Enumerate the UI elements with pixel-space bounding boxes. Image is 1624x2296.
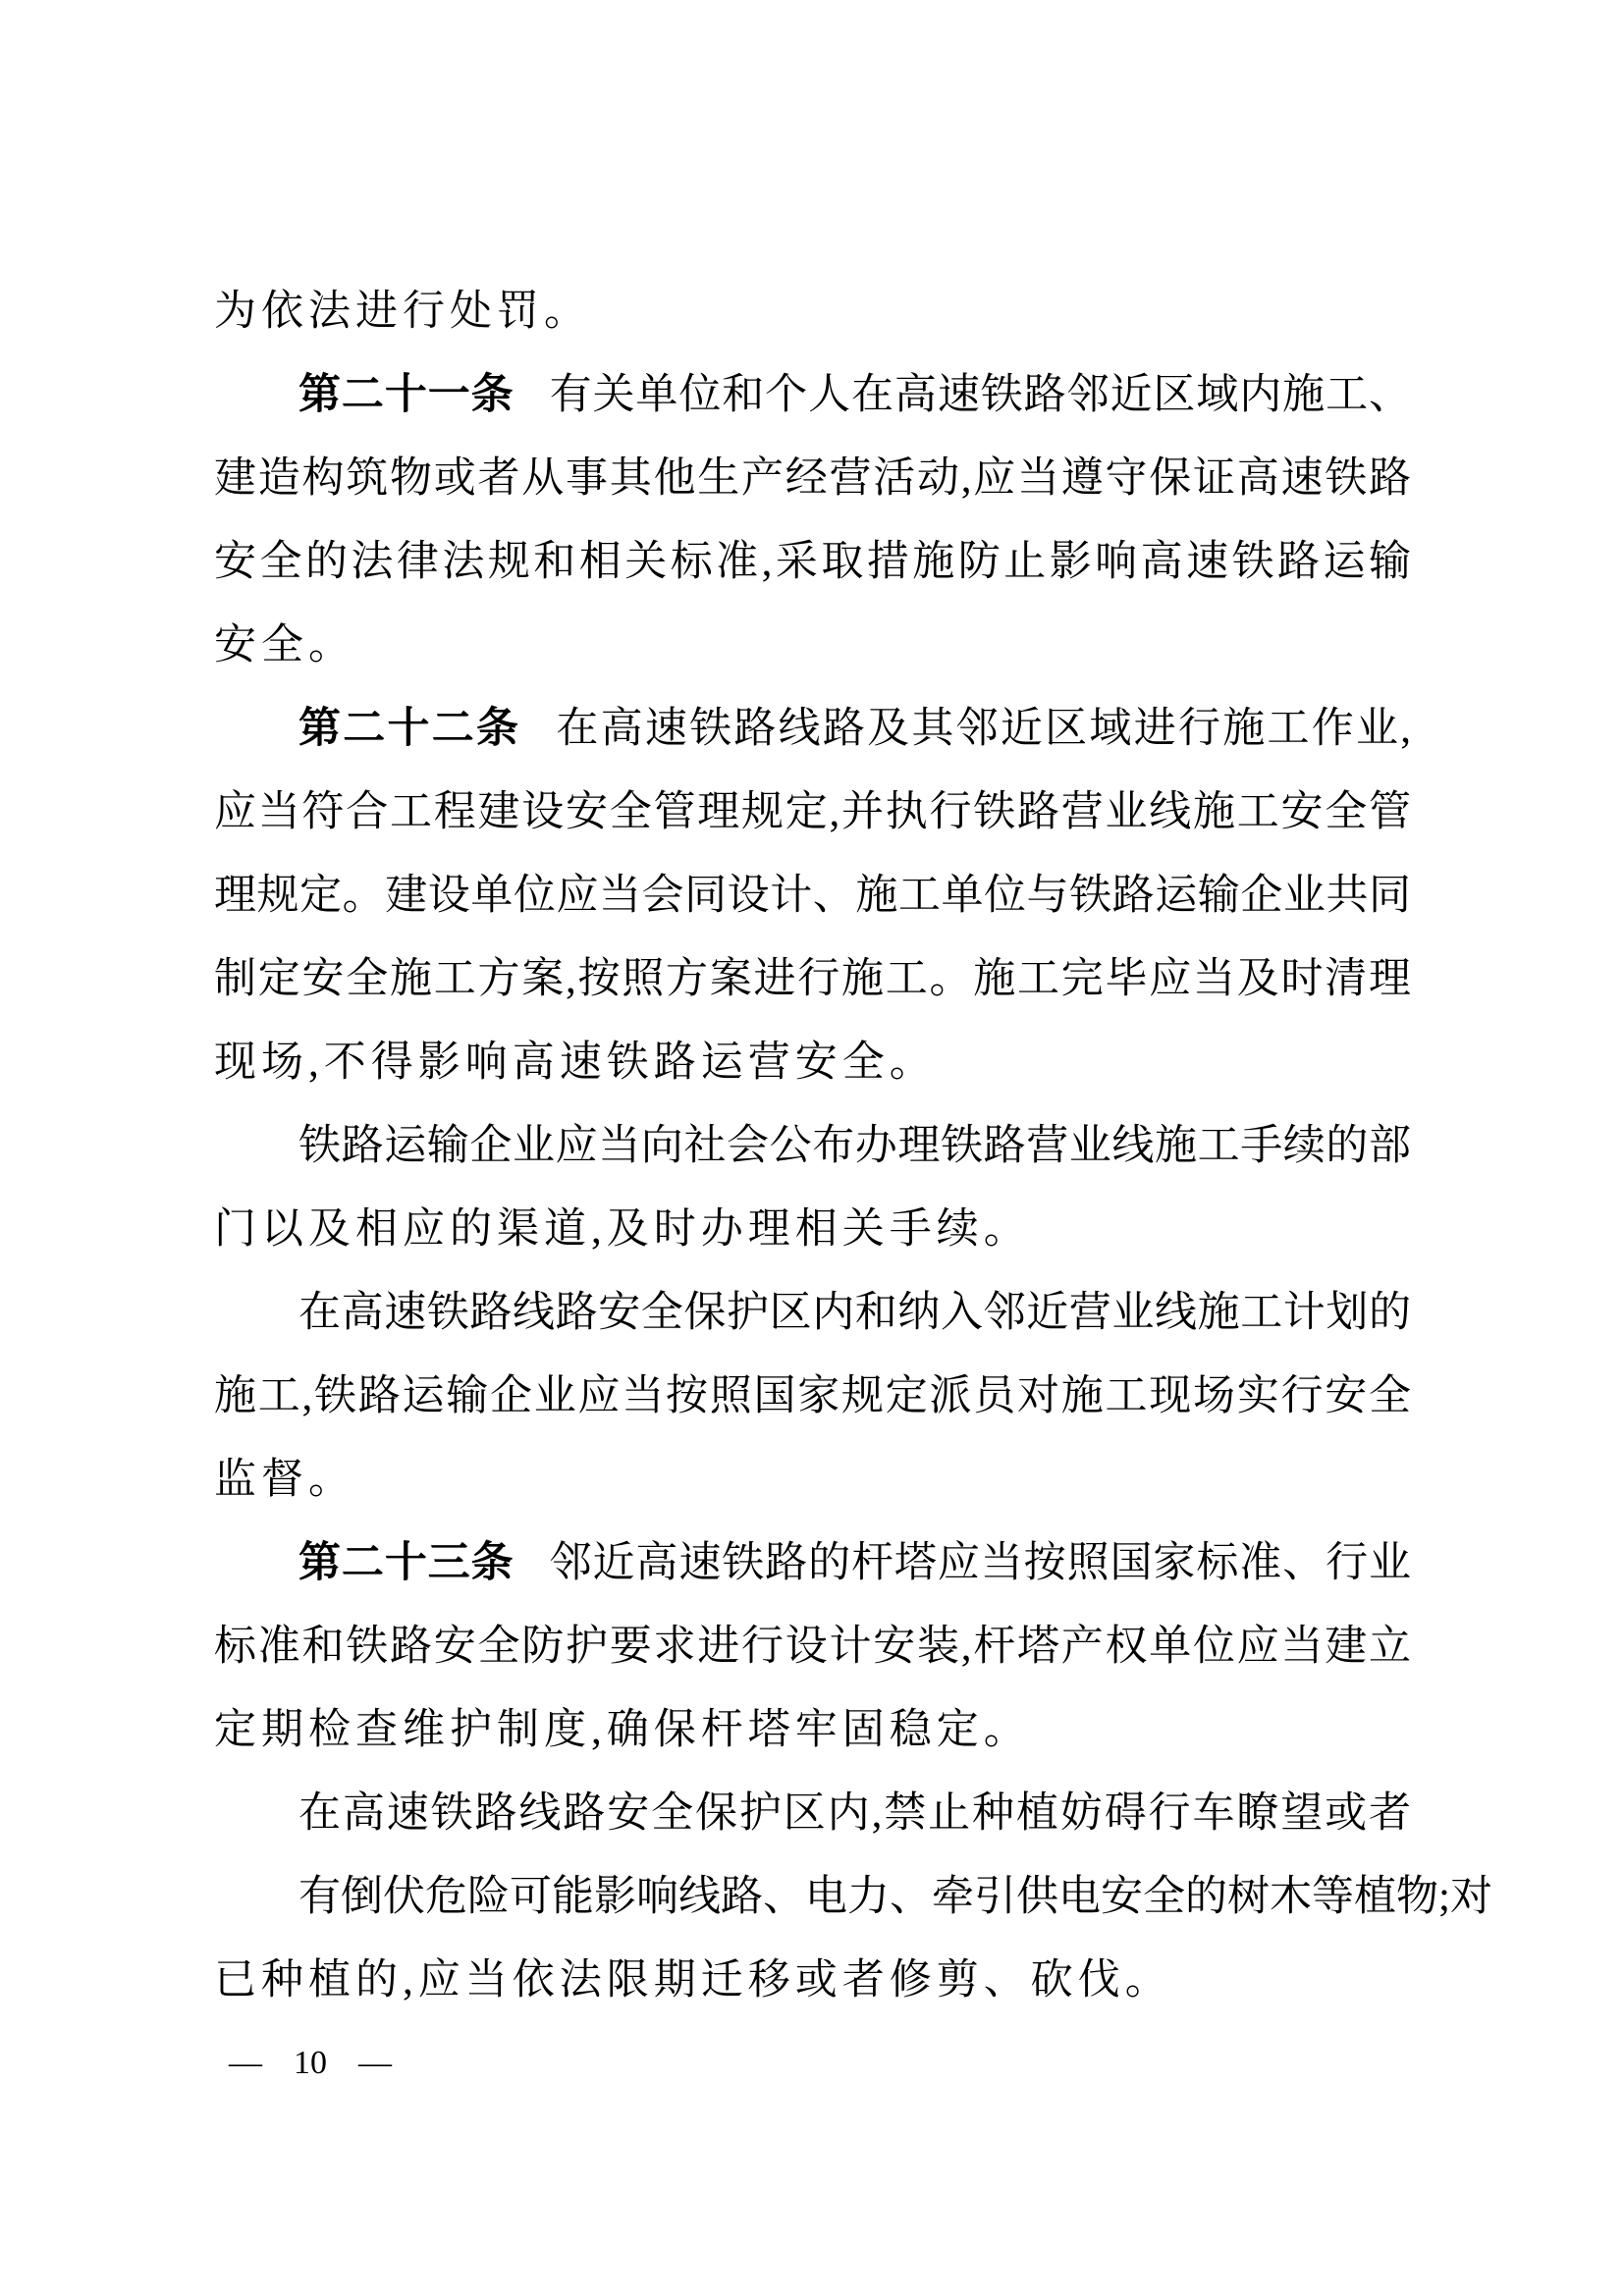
text-line: [214, 520, 1411, 604]
page-footer: [229, 2044, 392, 2083]
line-text: 安全的法律法规和相关标准,采取措施防止影响高速铁路运输: [214, 539, 1411, 585]
article-number-heading: 第二十一条: [298, 371, 514, 418]
text-line: [214, 771, 1411, 854]
text-line: [214, 1355, 1411, 1438]
line-text: 理规定。建设单位应当会同设计、施工单位与铁路运输企业共同: [214, 873, 1411, 919]
text-line: [214, 1522, 1411, 1605]
text-line: [214, 1021, 1411, 1104]
text-line: [214, 1939, 1411, 2022]
line-text: 邻近高速铁路的杆塔应当按照国家标准、行业: [549, 1540, 1412, 1586]
footer-dash-right: —: [358, 2045, 392, 2081]
text-line: [214, 937, 1411, 1021]
text-line: [214, 437, 1411, 520]
line-text: 在高速铁路线路及其邻近区域进行施工作业,: [556, 706, 1412, 752]
text-line: [214, 1605, 1411, 1688]
line-text: 铁路运输企业应当向社会公布办理铁路营业线施工手续的部: [298, 1123, 1411, 1169]
line-text: 应当符合工程建设安全管理规定,并执行铁路营业线施工安全管: [214, 789, 1411, 835]
line-text: 施工,铁路运输企业应当按照国家规定派员对施工现场实行安全: [214, 1373, 1411, 1419]
line-text: 门以及相应的渠道,及时办理相关手续。: [214, 1206, 1031, 1253]
page-number: 10: [294, 2045, 327, 2081]
line-text: 在高速铁路线路安全保护区内和纳入邻近营业线施工计划的: [298, 1290, 1411, 1336]
text-line: [214, 1188, 1411, 1271]
text-line: [214, 1104, 1411, 1188]
line-text: 监督。: [214, 1457, 355, 1503]
text-line: [214, 270, 1411, 353]
line-text: 标准和铁路安全防护要求进行设计安装,杆塔产权单位应当建立: [214, 1624, 1411, 1670]
line-text: 建造构筑物或者从事其他生产经营活动,应当遵守保证高速铁路: [214, 455, 1411, 502]
article-number-heading: 第二十三条: [298, 1539, 514, 1586]
text-line: [214, 1772, 1411, 1855]
text-line: [214, 1688, 1411, 1772]
document-body: [214, 270, 1492, 2022]
footer-dash-left: —: [229, 2045, 262, 2081]
line-text: 制定安全施工方案,按照方案进行施工。施工完毕应当及时清理: [214, 956, 1411, 1002]
text-line: [214, 1438, 1411, 1522]
text-line: [214, 1271, 1411, 1355]
line-text: 在高速铁路线路安全保护区内,禁止种植妨碍行车瞭望或者: [298, 1790, 1411, 1837]
line-text: 有关单位和个人在高速铁路邻近区域内施工、: [549, 372, 1412, 418]
article-number-heading: 第二十二条: [298, 705, 521, 752]
line-text: 定期检查维护制度,确保杆塔牢固稳定。: [214, 1707, 1031, 1753]
text-line: [214, 854, 1411, 937]
line-text: 安全。: [214, 622, 355, 668]
text-line: [214, 1855, 1492, 1939]
text-line: [214, 353, 1411, 437]
text-line: [214, 604, 1411, 687]
line-text: 有倒伏危险可能影响线路、电力、牵引供电安全的树木等植物;对: [298, 1874, 1492, 1920]
line-text: 已种植的,应当依法限期迁移或者修剪、砍伐。: [214, 1957, 1172, 2003]
line-text: 为依法进行处罚。: [214, 289, 591, 335]
line-text: 现场,不得影响高速铁路运营安全。: [214, 1040, 937, 1086]
text-line: [214, 687, 1411, 771]
